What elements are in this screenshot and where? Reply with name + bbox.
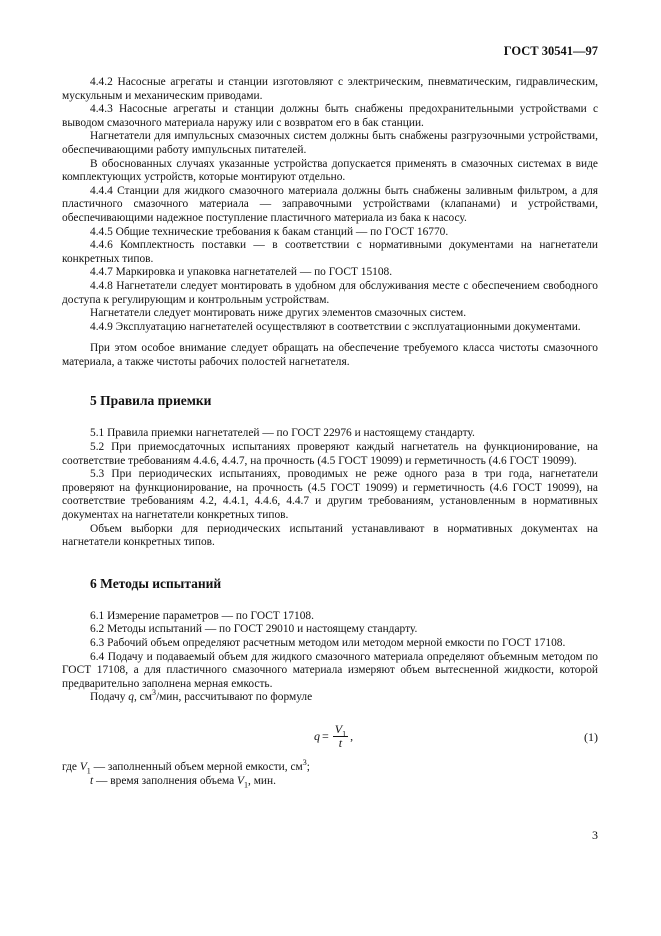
paragraph-sample-size: Объем выборки для периодических испытаний устанавливают в нормативных документах на нагнетатели конкретных типов. [62,522,598,549]
formula-block [62,719,598,755]
paragraph-5-2: 5.2 При приемосдаточных испытаниях проверяют каждый нагнетатель на функционирование, на соответствие требованиям 4.4.6, 4.4.7, на прочность (4.5 ГОСТ 19099) и герметичность (4.6 ГОСТ 19099). [62,441,598,467]
paragraph-5-3: 5.3 При периодических испытаниях, проводимых не реже одного раза в три года, нагнетатели проверяют на функционирование, на прочность (4.5 ГОСТ 19099) и герметичность (4.6 ГОСТ 19099), на соответствие требованиям 4.2, 4.4.1, 4.4.6, 4.4.7 и другим требованиям, установленным в нормативных документах на нагнетатели конкретных типов. [62,468,598,522]
paragraph-4-4-4: 4.4.4 Станции для жидкого смазочного материала должны быть снабжены заливным фильтром, а для пластичного смазочного материала — заправочными устройствами (клапанами) и устройствами, обеспечивающими надежное поступление пластичного материала из бака к насосу. [62,184,598,224]
paragraph-4-4-8: 4.4.8 Нагнетатели следует монтировать в удобном для обслуживания месте с обеспечением свободного доступа к регулирующим и контрольным устройствам. [62,279,598,306]
formula-tail: , [350,728,354,743]
formula-numerator: $V_1$ [334,721,347,739]
paragraph-6-3: 6.3 Рабочий объем определяют расчетным методом или методом мерной емкости по ГОСТ 17108. [90,637,566,649]
paragraph-relief-devices: Нагнетатели для импульсных смазочных систем должны быть снабжены разгрузочными устройствами, обеспечивающими работу импульсных питателей. [62,130,598,156]
paragraph-6-1: 6.1 Измерение параметров — по ГОСТ 17108. [90,609,314,622]
paragraph-4-4-5: 4.4.5 Общие технические требования к бакам станций — по ГОСТ 16770. [90,225,449,238]
paragraph-4-4-7: 4.4.7 Маркировка и упаковка нагнетателей — по ГОСТ 15108. [90,266,393,279]
formula-equals: = [322,728,329,743]
formula-expression [314,723,353,750]
paragraph-6-4: 6.4 Подачу и подаваемый объем для жидкого смазочного материала определяют объемным методом по ГОСТ 17108, а для пластичного смазочного материала измеряют объем вытесненной жидкости, которой предварительно заполнена мерная емкость. [62,650,598,690]
formula-number: (1) [584,729,598,744]
paragraph-justified-cases: В обоснованных случаях указанные устройства допускается применять в смазочных системах в виде комплектующих устройств, которые монтируют отдельно. [62,157,598,184]
paragraph-4-4-3: 4.4.3 Насосные агрегаты и станции должны быть снабжены предохранительными устройствами с выводом смазочного материала наружу или с возвратом его в бак станции. [62,103,598,129]
paragraph-6-2: 6.2 Методы испытаний — по ГОСТ 29010 и настоящему стандарту. [90,623,418,636]
section-6-title: 6 Методы испытаний [90,575,222,591]
section-5-title: 5 Правила приемки [90,393,212,409]
page-content [62,76,598,788]
page-number: 3 [592,828,598,842]
legend-v1: где $V_1$ — заполненный объем мерной емкости, $см^3$; [62,758,310,776]
page-header-standard: ГОСТ 30541—97 [503,44,598,58]
paragraph-5-1: 5.1 Правила приемки нагнетателей — по ГОСТ 22976 и настоящему стандарту. [90,427,475,440]
formula-lhs: q [314,728,320,743]
paragraph-mount-below: Нагнетатели следует монтировать ниже других элементов смазочных систем. [90,307,467,320]
legend-t: t — время заполнения объема $V_1$, мин. [90,774,276,789]
paragraph-cleanliness: При этом особое внимание следует обращать на обеспечение требуемого класса чистоты смазочного материала, а также чистоты рабочих полостей нагнетателя. [62,342,598,368]
formula-denominator: t [338,735,343,750]
formula-fraction [333,723,348,750]
paragraph-4-4-6: 4.4.6 Комплектность поставки — в соответствии с нормативными документами на нагнетатели конкретных типов. [62,239,598,265]
paragraph-4-4-9: 4.4.9 Эксплуатацию нагнетателей осуществляют в соответствии с эксплуатационными документами. [90,320,581,333]
formula-intro: Подачу q, $см^3$/мин, рассчитывают по формуле [90,688,313,704]
paragraph-4-4-2: 4.4.2 Насосные агрегаты и станции изготовляют с электрическим, пневматическим, гидравлическим, мускульным и механическим приводами. [62,76,598,102]
formula-legend [62,758,598,789]
